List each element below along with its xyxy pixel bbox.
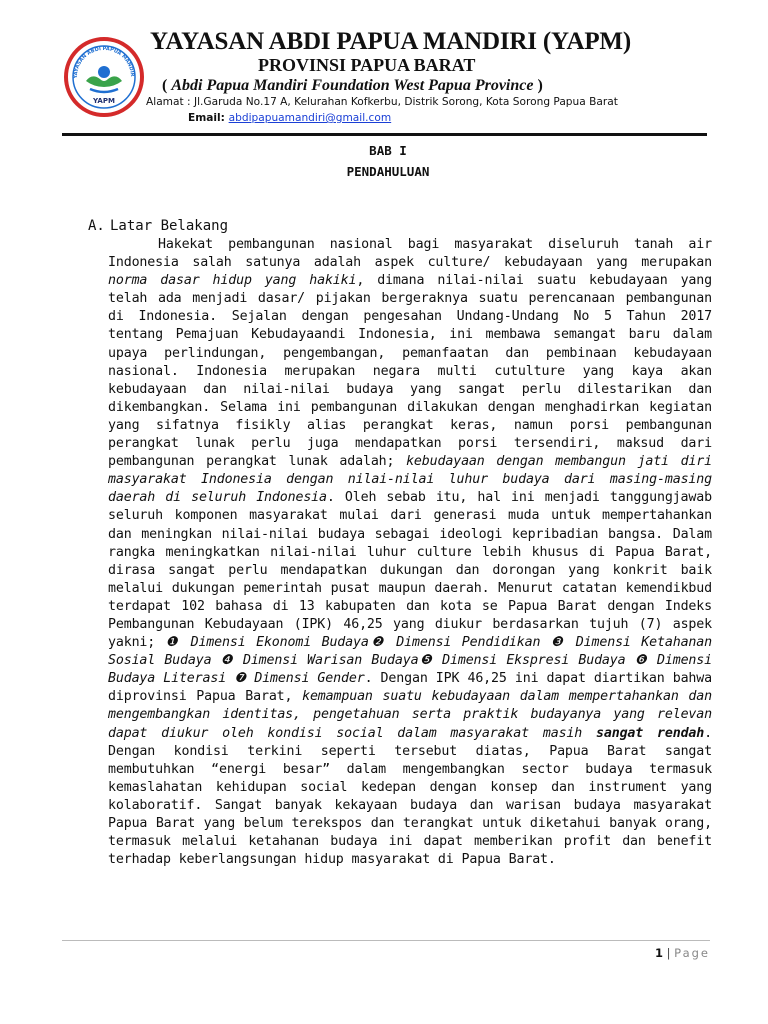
email-line [188,112,391,124]
text-run: . Dengan kondisi terkini seperti tersebut diatas, Papua Barat sangat membutuhkan “energi besar” dalam mengembangkan sector budaya termasuk kemaslahatan kehidupan social kedepan dengan konsep dan instrument yang kolaboratif. Sangat banyak kekayaan budaya dan warisan budaya masyarakat Papua Barat yang belum terekspos dan terangkat untuk diketahui banyak orang, termasuk melalui ketahanan budaya ini dapat memberikan profit dan benefit terhadap keberlangsungan hidup masyarakat di Papua Barat. [108,725,712,868]
logo-text: YAPM [93,97,115,105]
logo-arc-text: YAYASAN ABDI PAPUA MANDIR [72,45,136,79]
text-run: . Oleh sebab itu, hal ini menjadi tanggungjawab seluruh komponen masyarakat mulai dari generasi muda untuk mempertahankan dan meningkan nilai-nilai budaya sebagai ideologi kepribadian bangsa. Dalam rangka meningkatkan nilai-nilai luhur culture lebih khusus di Papua Barat, dirasa sangat perlu mendapatkan dukungan dan dorongan yang konkrit baik melalui dukungan pemerintah pusat maupun daerah. Menurut catatan kemendikbud terdapat 102 bahasa di 13 kabupaten dan kota se Papua Barat dengan Indeks Pembangunan Kebudayaan (IPK) 46,25 yang diukur berdasarkan tujuh (7) aspek yakni; [108,490,712,651]
email-label: Email: [188,112,229,124]
chapter-number: BAB I [369,143,407,158]
foundation-english-name: Abdi Papua Mandiri Foundation West Papua Province [171,77,534,94]
footer-divider [62,940,710,941]
footer-separator: | [662,946,675,960]
letterhead [0,0,768,140]
page-number: 1 [654,946,663,960]
province-name: PROVINSI PAPUA BARAT [258,55,476,75]
section-heading [88,218,228,234]
body-paragraph [108,236,712,869]
yapm-logo [64,37,144,117]
foundation-open-paren: ( [162,77,172,94]
letterhead-divider [62,133,707,136]
paragraph-1 [108,236,712,869]
email-link[interactable]: abdipapuamandiri@gmail.com [228,112,392,124]
section-title: Latar Belakang [110,218,229,234]
section-letter: A. [88,218,105,234]
text-run: , dimana nilai-nilai suatu kebudayaan yang telah ada menjadi dasar/ pijakan bergeraknya suatu perencanaan pembangunan di Indonesia. Sejalan dengan pengesahan Undang-Undang No 5 Tahun 2017 tentang Pemajuan Kebudayaandi Indonesia, ini membawa semangat baru dalam upaya perlindungan, pengembangan, pemanfaatan dan pembinaan kebudayaan nasional. Indonesia merupakan negara multi cutulture yang kaya akan kebudayaan dan nilai-nilai budaya yang sangat perlu dilestarikan dan dikembangkan. Selama ini pembangunan dilakukan dengan menghadirkan kegiatan yang sifatnya fisikly alias perangkat keras, namun porsi pembangunan perangkat lunak perlu juga mendapatkan porsi tersendiri, maksud dari pembangunan perangkat lunak adalah; [108,273,712,470]
dimension-list: ❶ Dimensi Ekonomi Budaya❷ Dimensi Pendidikan ❸ Dimensi Ketahanan Sosial Budaya ❹ Dimensi Warisan Budaya❺ Dimensi Ekspresi Budaya ❻ Dimensi Budaya Literasi ❼ Dimensi Gender [108,635,712,687]
page-label: Page [674,946,710,960]
foundation-name [162,77,543,95]
page-footer [655,946,710,960]
text-run: . Dengan IPK 46,25 ini dapat diartikan bahwa diprovinsi Papua Barat, [108,671,713,705]
chapter-title: PENDAHULUAN [346,164,430,179]
emphasis-run: sangat rendah [596,725,705,741]
organization-name: YAYASAN ABDI PAPUA MANDIRI (YAPM) [150,28,631,55]
address: Alamat : Jl.Garuda No.17 A, Kelurahan Kofkerbu, Distrik Sorong, Kota Sorong Papua Barat [146,96,618,108]
foundation-close-paren: ) [533,77,543,94]
italic-run: norma dasar hidup yang hakiki [108,273,357,289]
text-run: Hakekat pembangunan nasional bagi masyarakat diseluruh tanah air Indonesia salah satunya adalah aspek culture/ kebudayaan yang merupakan [108,237,712,271]
italic-run: kebudayaan dengan membangun jati diri masyarakat Indonesia dengan nilai-nilai luhur budaya dari masing-masing daerah di seluruh Indonesia [108,454,713,506]
italic-run: kemampuan suatu kebudayaan dalam mempertahankan dan mengembangkan identitas, pengetahuan serta praktik budayanya yang relevan dapat diukur oleh kondisi social dalam masyarakat masih [108,689,712,741]
